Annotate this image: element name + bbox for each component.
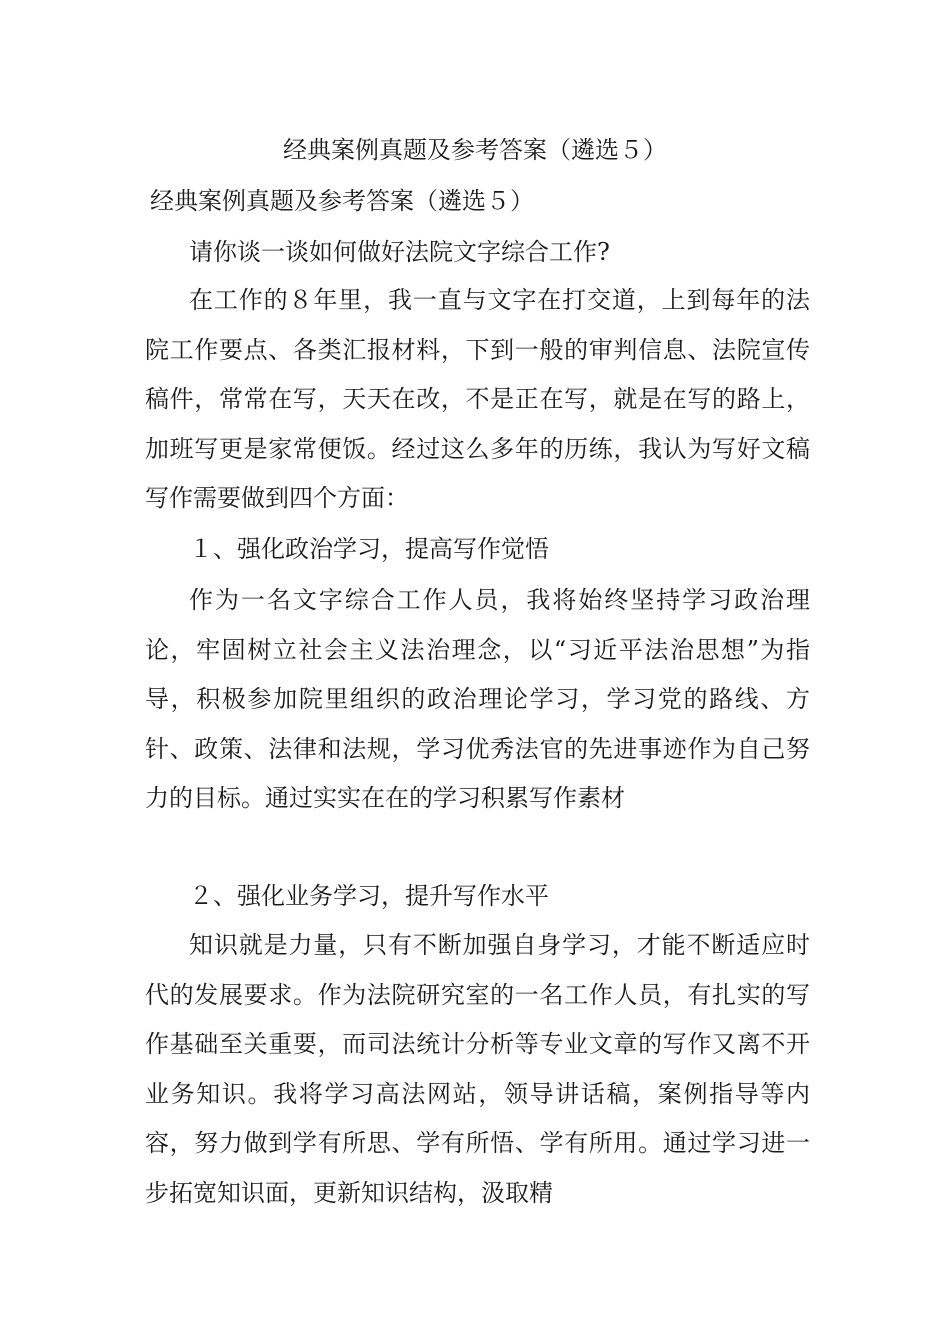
section-1-paragraph: 作为一名文字综合工作人员，我将始终坚持学习政治理论，牢固树立社会主义法治理念，以“习近平法治思想”为指导，积极参加院里组织的政治理论学习，学习党的路线、方针、政策、法律和法规，学习优秀法官的先进事迹作为自己努力的目标。通过实实在在的学习积累写作素材 — [145, 586, 810, 812]
section-2-paragraph: 知识就是力量，只有不断加强自身学习，才能不断适应时代的发展要求。作为法院研究室的一名工作人员，有扎实的写作基础至关重要，而司法统计分析等专业文章的写作又离不开业务知识。我将学习高法网站，领导讲话稿，案例指导等内容，努力做到学有所思、学有所悟、学有所用。通过学习进一步拓宽知识面，更新知识结构，汲取精 — [145, 931, 810, 1207]
document-title: 经典案例真题及参考答案（遴选５） — [283, 136, 667, 164]
section-2-heading: ２、强化业务学习，提升写作水平 — [189, 882, 549, 910]
intro-paragraph: 在工作的８年里，我一直与文字在打交道，上到每年的法院工作要点、各类汇报材料，下到一般的审判信息、法院宣传稿件，常常在写，天天在改，不是正在写，就是在写的路上，加班写更是家常便饭。经过这么多年的历练，我认为写好文稿写作需要做到四个方面： — [145, 286, 810, 512]
question-paragraph: 请你谈一谈如何做好法院文字综合工作? — [189, 238, 610, 266]
section-1-heading: １、强化政治学习，提高写作觉悟 — [189, 535, 549, 563]
document-subtitle: 经典案例真题及参考答案（遴选５） — [150, 187, 534, 215]
